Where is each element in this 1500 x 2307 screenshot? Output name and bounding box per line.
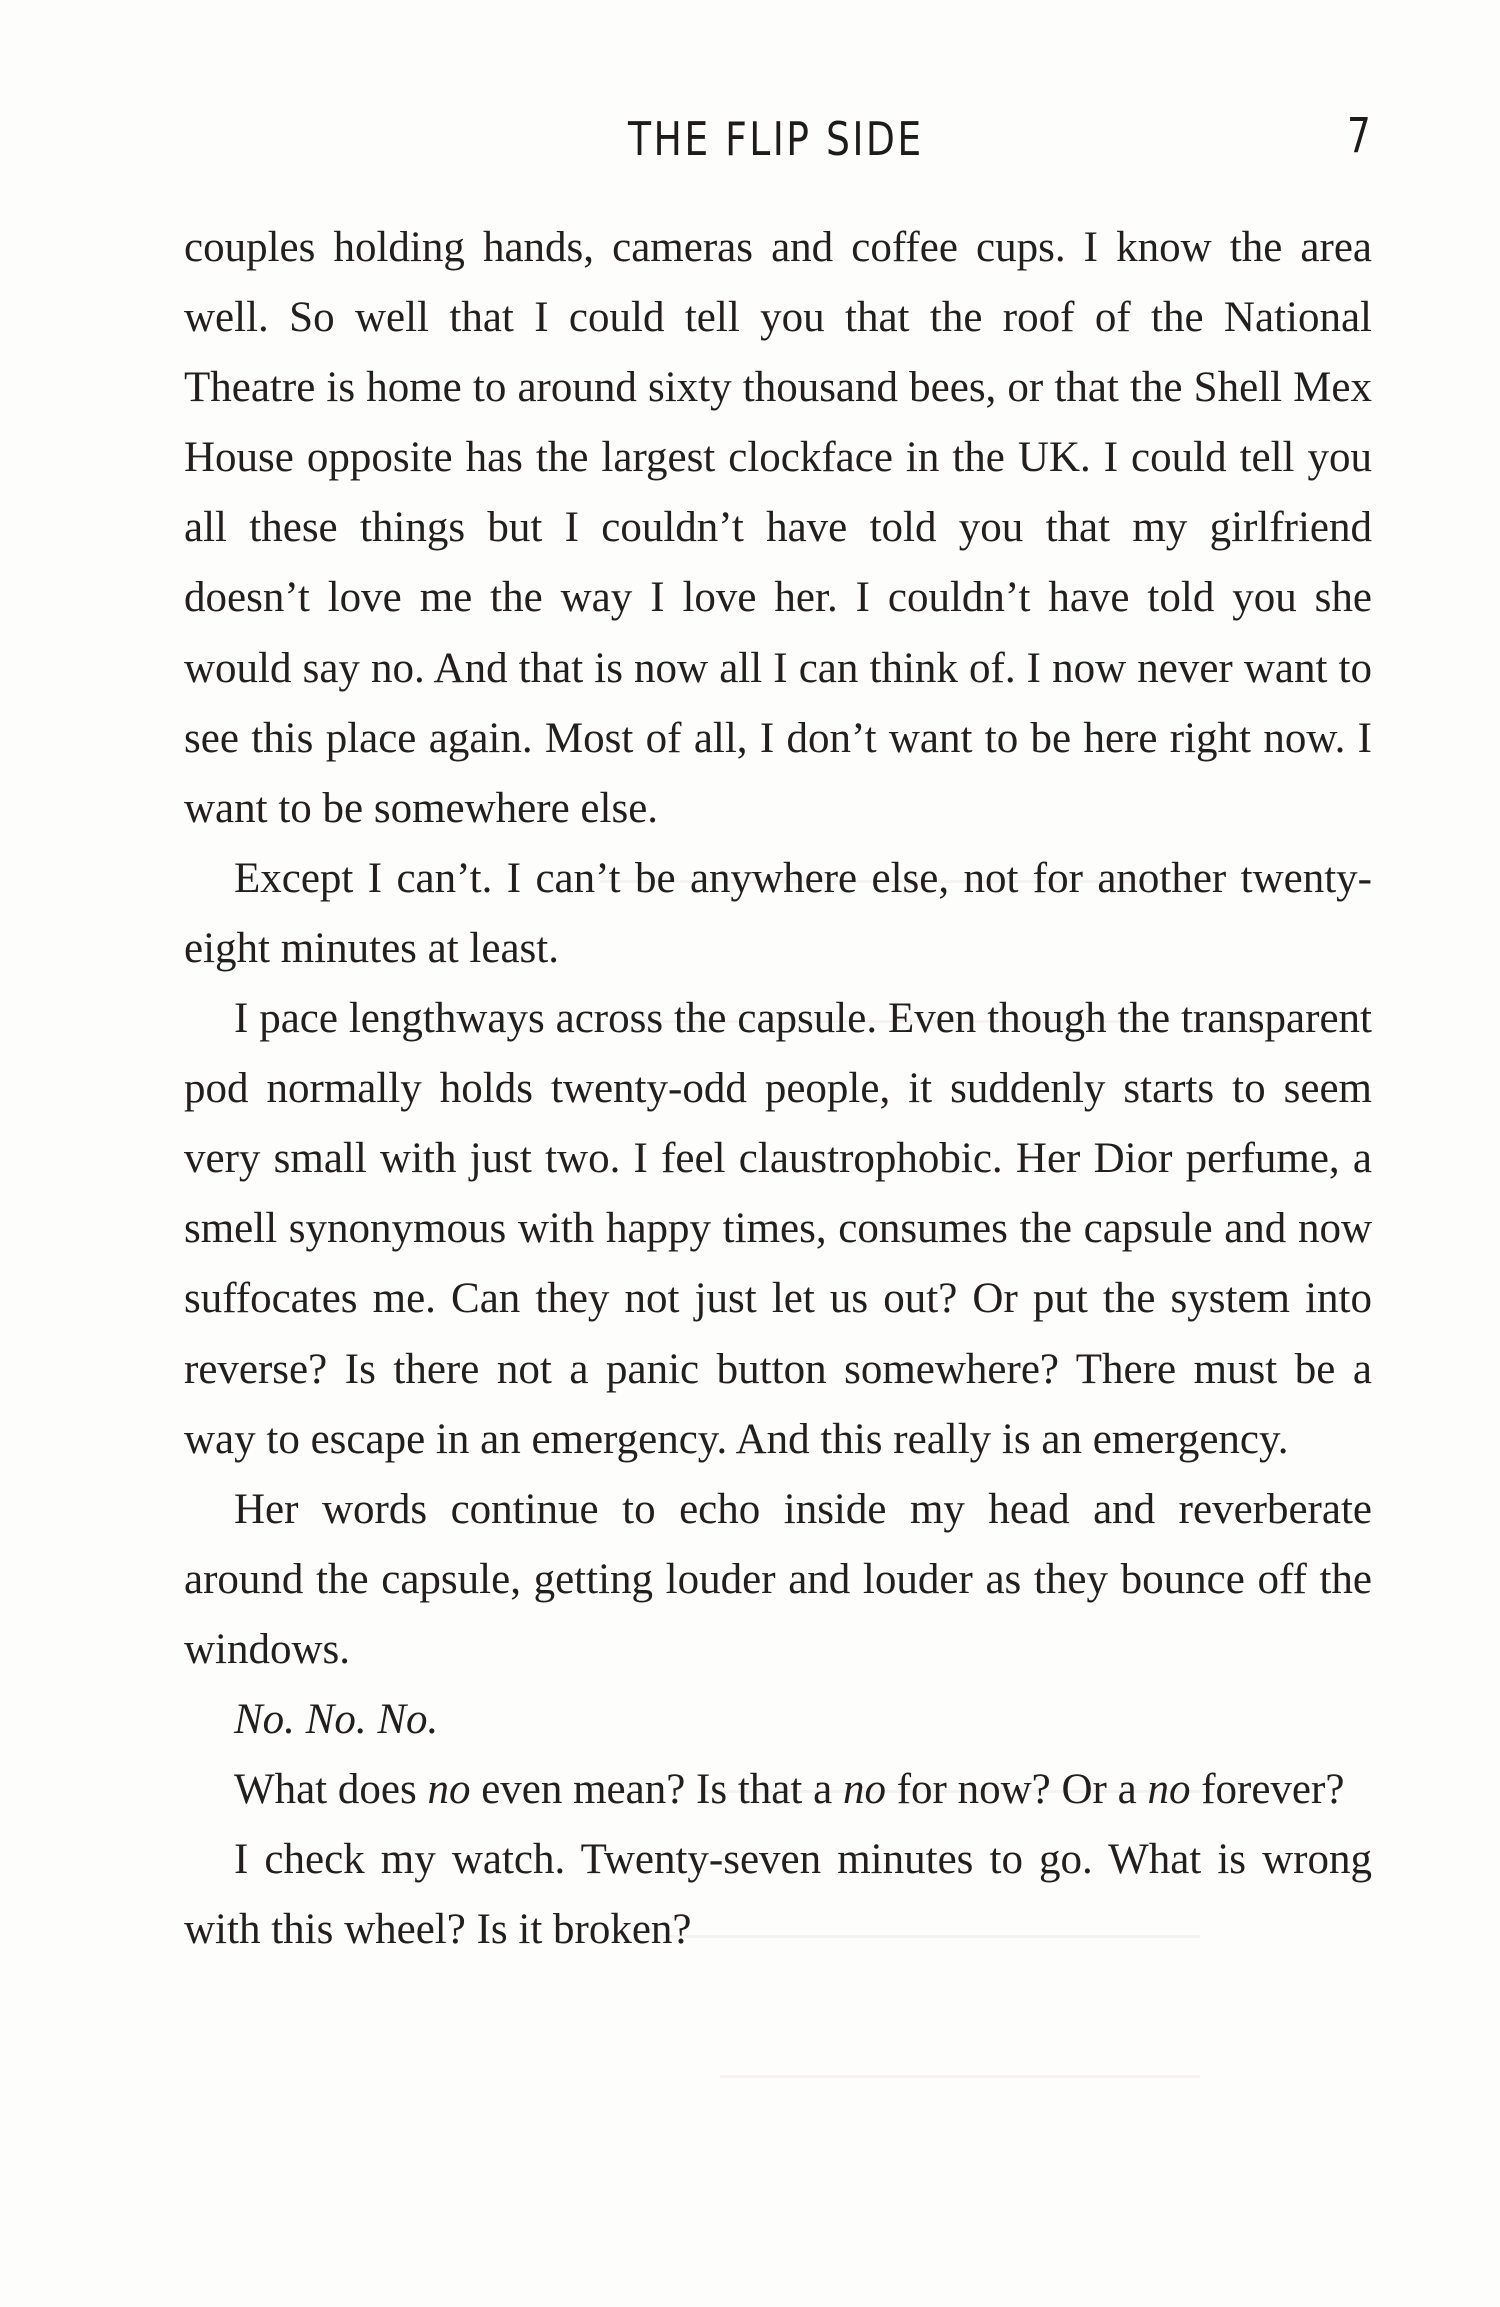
text-run: forever? [1190,1766,1345,1814]
bleed-through-mark [720,2075,1200,2078]
paragraph: couples holding hands, cameras and coffee cups. I know the area well. So well that I could tell you that the roof of the National Theatre is home to around sixty thousand bees, or that the Shell Mex House opposite has the largest clockface in the UK. I could tell you all these things but I couldn’t have told you that my girlfriend doesn’t love me the way I love her. I couldn’t have told you she would say no. And that is now all I can think of. I now never want to see this place again. Most of all, I don’t want to be here right now. I want to be somewhere else. [184,224,1372,832]
page-number: 7 [1347,108,1371,164]
text-run: What does [234,1766,428,1814]
paragraph: Her words continue to echo inside my head and reverberate around the capsule, getting louder and louder as they bounce off the windows. [184,1485,1372,1673]
paragraph: Except I can’t. I can’t be anywhere else, not for another twenty-eight minutes at least. [184,854,1372,972]
italic-text: No. No. No. [234,1695,439,1743]
italic-text: no [427,1766,471,1814]
running-head: THE FLIP SIDE [628,112,924,166]
paragraph: I pace lengthways across the capsule. Even though the transparent pod normally holds twenty-odd people, it suddenly starts to seem very small with just two. I feel claustrophobic. Her Dior perfume, a smell synonymous with happy times, consumes the capsule and now suffocates me. Can they not just let us out? Or put the system into reverse? Is there not a panic button somewhere? There must be a way to escape in an emergency. And this really is an emergency. [184,995,1372,1463]
body-text [184,213,1372,1965]
paragraph: I check my watch. Twenty-seven minutes to go. What is wrong with this wheel? Is it broken? [184,1836,1372,1954]
paragraph [184,1755,1372,1825]
text-run: for now? Or a [885,1766,1148,1814]
text-run: even mean? Is that a [470,1766,843,1814]
italic-text: no [1147,1766,1191,1814]
paragraph-italic [184,1685,1372,1755]
italic-text: no [842,1766,886,1814]
